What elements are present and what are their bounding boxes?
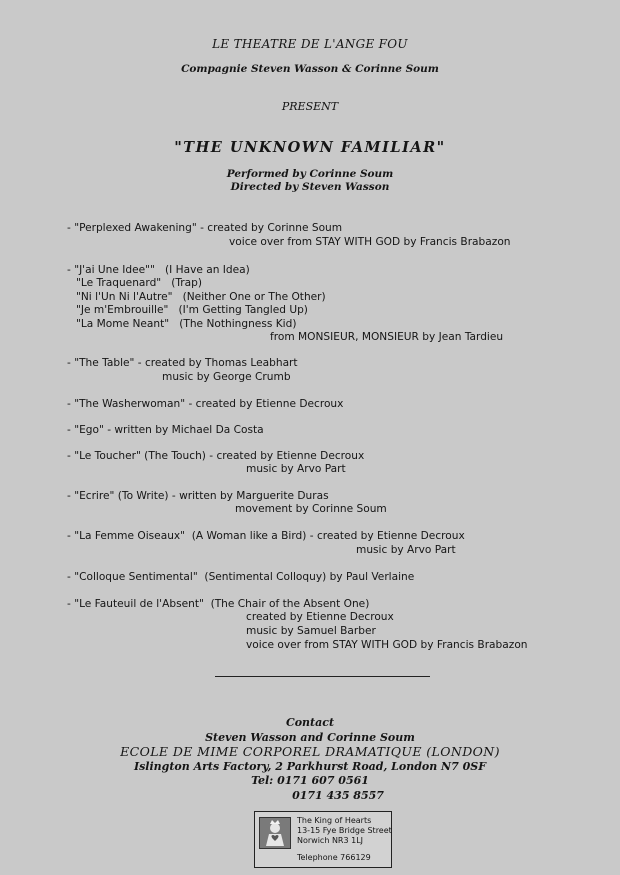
item-le-traquenard: "Le Traquenard" (Trap)	[76, 277, 203, 289]
item-la-femme-oiseaux-music: music by Arvo Part	[356, 544, 456, 556]
stamp-street: 13-15 Fye Bridge Street	[297, 826, 392, 835]
contact-heading: Contact	[285, 716, 335, 729]
school-address: Islington Arts Factory, 2 Parkhurst Road, London N7 0SF	[133, 759, 487, 773]
telephone-1: Tel: 0171 607 0561	[251, 774, 369, 787]
telephone-2: 0171 435 8557	[292, 788, 384, 802]
credits-block	[0, 168, 620, 194]
item-le-fauteuil-music: music by Samuel Barber	[246, 625, 376, 637]
separator-line	[215, 676, 430, 677]
item-the-table: - "The Table" - created by Thomas Leabhart	[67, 357, 298, 369]
theatre-name: LE THEATRE DE L'ANGE FOU	[212, 37, 408, 51]
item-the-table-music: music by George Crumb	[162, 371, 291, 383]
item-ego: - "Ego" - written by Michael Da Costa	[67, 424, 264, 436]
stamp-city: Norwich NR3 1LJ	[297, 836, 364, 845]
item-le-fauteuil-created: created by Etienne Decroux	[246, 611, 394, 623]
item-ecrire: - "Ecrire" (To Write) - written by Marguerite Duras	[67, 490, 329, 502]
item-perplexed-voice-over: voice over from STAY WITH GOD by Francis Brabazon	[229, 236, 511, 248]
item-ni-lun-ni-lautre: "Ni l'Un Ni l'Autre" (Neither One or The Other)	[76, 291, 326, 303]
item-le-fauteuil-voice-over: voice over from STAY WITH GOD by Francis Brabazon	[246, 639, 528, 651]
item-colloque-sentimental: - "Colloque Sentimental" (Sentimental Colloquy) by Paul Verlaine	[67, 571, 415, 583]
stamp-venue-name: The King of Hearts	[297, 816, 372, 825]
stamp-telephone: Telephone 766129	[297, 853, 371, 862]
present-label: PRESENT	[281, 100, 339, 113]
contact-names: Steven Wasson and Corinne Soum	[205, 730, 415, 744]
contact-block	[0, 716, 620, 803]
performed-by: Performed by Corinne Soum	[226, 168, 394, 180]
item-la-femme-oiseaux: - "La Femme Oiseaux" (A Woman like a Bird) - created by Etienne Decroux	[67, 530, 465, 542]
item-la-mome-neant: "La Mome Neant" (The Nothingness Kid)	[76, 318, 297, 330]
venue-stamp	[254, 811, 392, 868]
king-of-hearts-logo-icon	[259, 817, 291, 849]
school-name: ECOLE DE MIME CORPOREL DRAMATIQUE (LONDON)	[120, 744, 500, 759]
directed-by: Directed by Steven Wasson	[230, 181, 390, 193]
item-jai-une-idee: - "J'ai Une Idee"" (I Have an Idea)	[67, 264, 250, 276]
company-name: Compagnie Steven Wasson & Corinne Soum	[181, 63, 439, 75]
item-perplexed-awakening: - "Perplexed Awakening" - created by Corinne Soum	[67, 222, 343, 234]
show-title: "THE UNKNOWN FAMILIAR"	[174, 139, 446, 156]
item-je-membrouille: "Je m'Embrouille" (I'm Getting Tangled Up)	[76, 304, 308, 316]
item-le-toucher-music: music by Arvo Part	[246, 463, 346, 475]
item-le-toucher: - "Le Toucher" (The Touch) - created by Etienne Decroux	[67, 450, 365, 462]
item-ecrire-movement: movement by Corinne Soum	[235, 503, 387, 515]
item-le-fauteuil: - "Le Fauteuil de l'Absent" (The Chair of the Absent One)	[67, 598, 370, 610]
item-tardieu-source: from MONSIEUR, MONSIEUR by Jean Tardieu	[270, 331, 504, 343]
item-the-washerwoman: - "The Washerwoman" - created by Etienne Decroux	[67, 398, 344, 410]
